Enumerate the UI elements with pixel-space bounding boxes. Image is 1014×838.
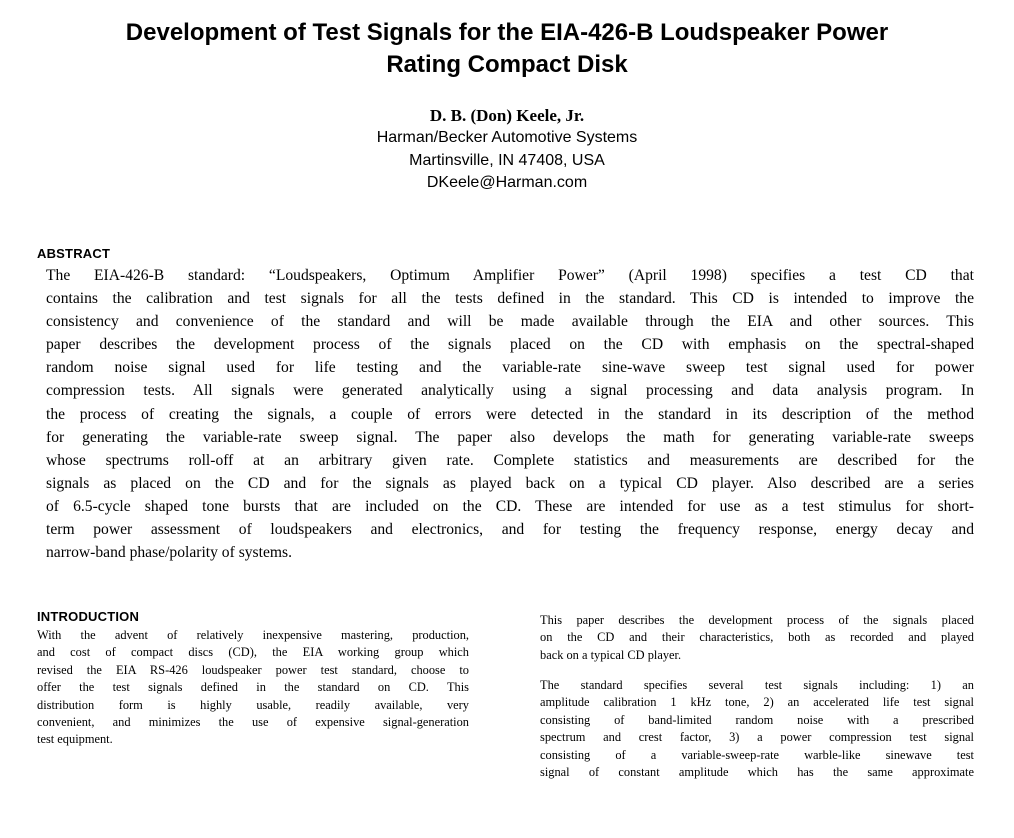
author-email: DKeele@Harman.com — [426, 174, 588, 191]
abstract-line: of 6.5-cycle shaped tone bursts that are included on the CD. These are intended for use as a test stimulus for short- — [46, 497, 974, 515]
abstract-line: paper describes the development process of the signals placed on the CD with emphasis on the spectral-shaped — [46, 336, 974, 354]
abstract-line: whose spectrums roll-off at an arbitrary given rate. Complete statistics and measurements are described for the — [46, 451, 974, 469]
paragraph-line: back on a typical CD player. — [540, 647, 682, 662]
paragraph-line: offer the test signals defined in the standard on CD. This — [37, 680, 469, 695]
title-line: Rating Compact Disk — [386, 51, 628, 78]
abstract-line: term power assessment of loudspeakers and electronics, and for testing the frequency response, energy decay and — [46, 521, 974, 539]
paragraph-line: revised the EIA RS-426 loudspeaker power test standard, choose to — [37, 662, 469, 677]
author-name: D. B. (Don) Keele, Jr. — [429, 106, 585, 125]
abstract-line: consistency and convenience of the standard and will be made available through the EIA and other sources. This — [46, 313, 974, 331]
paragraph-line: spectrum and crest factor, 3) a power compression test signal — [540, 730, 974, 745]
paragraph-line: on the CD and their characteristics, both as recorded and played — [540, 630, 974, 645]
abstract-line: contains the calibration and test signals for all the tests defined in the standard. This CD is intended to improve the — [46, 290, 974, 308]
introduction-right-paragraph-1 — [540, 612, 974, 664]
paragraph-line: The standard specifies several test signals including: 1) an — [540, 678, 974, 692]
paper-title — [20, 17, 994, 81]
abstract-line: random noise signal used for life testing and the variable-rate sine-wave sweep test signal used for power — [46, 359, 974, 377]
paragraph-line: signal of constant amplitude which has the same approximate — [540, 765, 974, 780]
paragraph-line: distribution form is highly usable, readily available, very — [37, 697, 469, 712]
abstract-line: narrow-band phase/polarity of systems. — [46, 544, 292, 562]
abstract-line: The EIA-426-B standard: “Loudspeakers, Optimum Amplifier Power” (April 1998) specifies a test CD that — [46, 267, 974, 284]
introduction-left-paragraph — [37, 627, 469, 749]
introduction-heading: INTRODUCTION — [37, 609, 140, 624]
abstract-heading: ABSTRACT — [37, 246, 111, 261]
paragraph-line: convenient, and minimizes the use of expensive signal-generation — [37, 715, 469, 730]
author-block — [20, 105, 994, 195]
paragraph-line: test equipment. — [37, 732, 113, 747]
abstract-line: signals as placed on the CD and for the signals as played back on a typical CD player. Also described are a series — [46, 474, 974, 492]
abstract-body — [46, 264, 974, 564]
abstract-line: the process of creating the signals, a couple of errors were detected in the standard in its description of the method — [46, 405, 974, 423]
paragraph-line: amplitude calibration 1 kHz tone, 2) an accelerated life test signal — [540, 695, 974, 710]
paragraph-line: This paper describes the development process of the signals placed — [540, 613, 974, 627]
paragraph-line: With the advent of relatively inexpensive mastering, production, — [37, 628, 469, 642]
author-affiliation: Harman/Becker Automotive Systems — [376, 129, 638, 146]
author-location: Martinsville, IN 47408, USA — [409, 151, 605, 169]
abstract-line: for generating the variable-rate sweep signal. The paper also develops the math for generating variable-rate sweeps — [46, 428, 974, 446]
paragraph-line: consisting of band-limited random noise with a prescribed — [540, 712, 974, 727]
abstract-line: compression tests. All signals were generated analytically using a signal processing and data analysis program. In — [46, 382, 974, 400]
paragraph-line: and cost of compact discs (CD), the EIA working group which — [37, 645, 469, 660]
introduction-right-paragraph-2 — [540, 677, 974, 781]
paragraph-line: consisting of a variable-sweep-rate warble-like sinewave test — [540, 747, 974, 762]
title-line: Development of Test Signals for the EIA-426-B Loudspeaker Power — [125, 19, 889, 46]
